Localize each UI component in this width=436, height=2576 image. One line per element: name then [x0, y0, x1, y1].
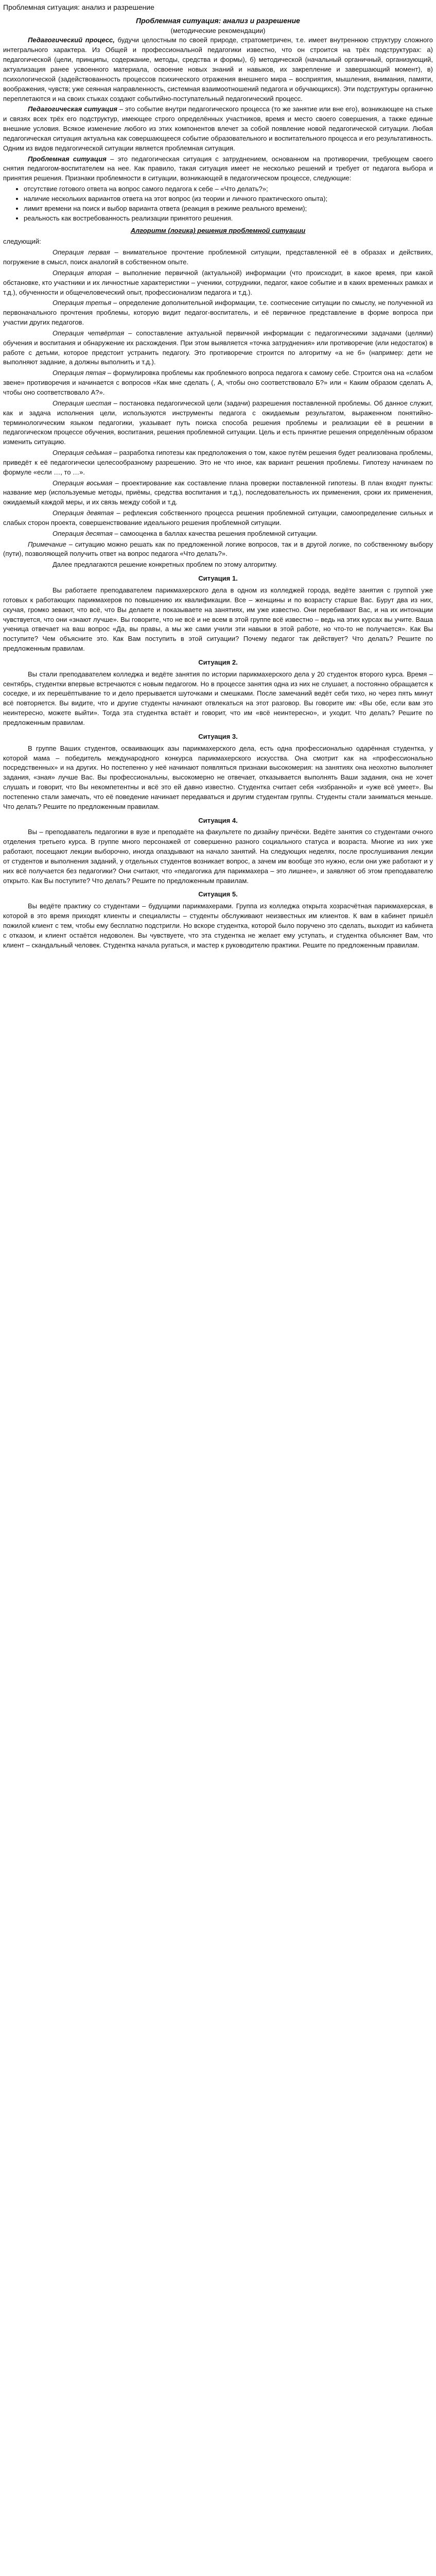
intro-paragraph-3: Проблемная ситуация – это педагогическая ситуация с затруднением, основанном на противоречии, требующем своего снятия педагогом-воспитателем на нее. Как правило, такая ситуация имеет не несколько решений и требует от педагога выбора и принятия решения. Признаки проблемности в ситуации, возникающей в педагогическом процессе, следующие: [3, 155, 433, 182]
situation-3-text: В группе Ваших студентов, осваивающих азы парикмахерского дела, есть одна профессионально одарённая студентка, у которой мама – победитель международного конкурса парикмахерского искусства. Она смотрит как на «профессионально посредственных» и на других. Но постепенно у неё начинают появляться признаки высокомерия: на занятиях она неохотно выполняет задания, «зная» лучше Вас. Вы профессиональны, высокомерно не отвечает, отказывается выполнять Ваши задания, она не хочет слушать и говорит, что Вы некомпетентны и всё это ей давно известно. Студентка считает себя «избранной» и «уже всё умеет». Вы постепенно стали замечать, что её поведение начинает передаваться и другим студентам группы. Студенты стали заниматься меньше. Что делать? Решите по предложенным правилам. [3, 744, 433, 810]
algorithm-title: Алгоритм (логика) решения проблемной ситуации [130, 227, 306, 235]
operation-3: Операция третья – определение дополнительной информации, т.е. соотнесение ситуации по смыслу, не полученной из первоначального прочтения проблемы, которую видит педагог-воспитатель, и её первичное представление в форме вопроса при участии других педагогов. [3, 299, 433, 327]
situation-2-text: Вы стали преподавателем колледжа и ведёте занятия по истории парикмахерского дела у 20 студенток второго курса. Время – сентябрь, студентки впервые встречаются с новым педагогом. Но в процессе занятия одна из них не слушает, а постоянно обращается к соседке, и их перешёптывание то и дело прерывается шуточками и смешками. После замечаний ведёт себя тихо, но через пять минут всё повторяется. Вы видите, что и другие студенты начинают отвлекаться на этот разговор. Вы говорите им: «Вы обе, если вам это неинтересно, можете выйти». Тогда эта студентка встаёт и говорит, что им «всё неинтересно», и уходит. Что делать? Решите по предложенным правилам. [3, 670, 433, 726]
situation-3-title: Ситуация 3. [198, 732, 238, 740]
signs-list [3, 184, 433, 223]
operation-6: Операция шестая – постановка педагогической цели (задачи) разрешения поставленной проблемы. Об данное служит, как и задача исполнения цели, используются инструменты педагога с ожидаемым результатом, выраженном понятийно-терминологическим языком педагогики, указывает путь поиска способа решения проблемы и реализации её в решении в педагогическом процессе обучения, воспитания, решения проблемной ситуации. Цель и есть принятие решения определённым образом изменить ситуацию. [3, 399, 433, 446]
operation-10: Операция десятая – самооценка в баллах качества решения проблемной ситуации. [53, 529, 318, 537]
term-pedagogical-situation: Педагогическая ситуация [28, 105, 117, 113]
list-item: • наличие нескольких вариантов ответа на этот вопрос (из теории и личного практического опыта); [24, 194, 433, 204]
term-problem-situation: Проблемная ситуация [28, 155, 107, 163]
situation-4-title: Ситуация 4. [198, 816, 238, 824]
situation-5-text: Вы ведёте практику со студентами – будущими парикмахерами. Группа из колледжа открыта хозрасчётная парикмахерская, в которой в это время приходят клиенты и специалисты – студенты обслуживают неизвестных им клиентов. К вам в кабинет пришёл пожилой клиент с тем, чтобы ему бесплатно подстригли. Но вскоре студентка, которой было поручено это сделать, выходит из кабинета с отказом, и клиент остаётся недоволен. Вы чувствуете, что эта студентка не желает ему уступать, и студентка объясняет Вам, что клиент – скандальный человек. Студентка начала ругаться, и мастер к руководителю практики. Решите по предложенным правилам. [3, 902, 433, 949]
list-item: • отсутствие готового ответа на вопрос самого педагога к себе – «Что делать?»; [24, 184, 433, 194]
situation-1-text: Вы работаете преподавателем парикмахерского дела в одном из колледжей города, ведёте занятия с группой уже готовых к работающих парикмахеров по повышению их квалификации. Все – женщины и по возрасту старше Вас. Бурут два из них, скучая, громко зевают, что всё, что Вы делаете и показываете на занятиях, им уже известно. Они перебивают Вас, и на их интонации чувствуется, что они «знают лучше». Вы говорите, что не всё и не всем в этой группе всё известно – ведь на этих курсах вы учите. Ваша ученица отвечает на ваш вопрос «Да, вы правы, а мы же сами учили эти навыки в этой работе, но что-то не получается». Как Вы поступите? Чем объясните это. Как Вам поступить в этой ситуации? Почему педагог так действует? Что делать? Решите по предложенным правилам. [3, 586, 433, 653]
document-title: Проблемная ситуация: анализ и разрешение [136, 16, 300, 25]
document [0, 0, 436, 951]
situation-4-text: Вы – преподаватель педагогики в вузе и преподаёте на факультете по дизайну причёски. Ведёте занятия со студентами очного отделения третьего курса. В группе много персонажей от совершенно разного социального статуса и возраста. Многие из них уже работают, посещают лекции выборочно, иногда опаздывают на начало занятий. На следующих неделях, после прослушивания лекции от студентов и выполнения заданий, у отдельных студентов возникает вопрос, а зачем им вообще это нужно, если они уже работают и у них всё получается без педагогики? Они считают, что «педагогика для парикмахера – это лишнее», и заявляют об этом преподавателю открыто. Как Вы поступите? Что делать? Решите по предложенным правилам. [3, 828, 433, 885]
term-pedagogical-process: Педагогический процесс, [28, 36, 115, 44]
list-item: • реальность как востребованность реализации принятого решения. [24, 214, 433, 224]
algorithm-note: Примечание – ситуацию можно решать как по предложенной логике вопросов, так и в другой логике, по собственному выбору (пути), позволяющей получить ответ на вопрос педагога «Что делать?». [3, 540, 433, 558]
operation-8: Операция восьмая – проектирование как составление плана проверки поставленной гипотезы. В план входят пункты: название мер (используемые методы, приёмы, средства воспитания и т.д.), последовательность их применения, сроки их применения, ожидаемый каждой меры, и их связь между собой и т.д. [3, 479, 433, 506]
operation-4: Операция четвёртая – сопоставление актуальной первичной информации с педагогическими задачами (целями) обучения и воспитания и обнаружение их расхождения. При этом выявляется «точка затруднения» или противоречие (или недостаток) в работе с детьми, которое предстоит устранить педагогу. Это противоречие строится по алгоритму «а не б» (например: дети не выполняют задание, а должны выполнить и т.д.). [3, 329, 433, 366]
situation-5-title: Ситуация 5. [198, 890, 238, 899]
algorithm-after: следующий: [3, 238, 41, 246]
document-subtitle: (методические рекомендации) [170, 26, 266, 35]
operation-2: Операция вторая – выполнение первичной (актуальной) информации (что происходит, в какое время, при какой обстановке, кто участники и их личностные характеристики – ученики, сотрудники, педагог, какое событие и в каких временных рамках и т.д.), обученности и общечеловеческий опыт, профессионализм педагога и т.д.). [3, 268, 433, 296]
list-item: • лимит времени на поиск и выбор варианта ответа (реакция в режиме реального времени); [24, 204, 433, 214]
intro-paragraph-1: Педагогический процесс, будучи целостным по своей природе, стратометричен, т.е. имеет внутреннюю структуру сложного интегрального характера. Из Общей и профессиональной педагогики известно, что он строится на трёх подструктурах: а) педагогической (цели, принципы, содержание, методы, средства и формы), б) методической (начальный органичный, организующий, актуализация ранее усвоенного материала, освоение новых знаний и навыков, их закрепление и завершающий момент), в) психологической (задействованность процессов психического отражения внешнего мира – восприятия, мышления, внимания, памяти, воображения, чувств; уже сеянная направленность, системная взаимоотношений педагога и обучающихся). Эти подструктуры органично переплетаются и на своих стыках создают событийно-поступательный педагогический процесс. [3, 36, 433, 103]
document-header: Проблемная ситуация: анализ и разрешение [3, 3, 154, 11]
operation-5: Операция пятая – формулировка проблемы как проблемного вопроса педагога к самому себе. Строится она на «слабом звене» противоречия и начинается с вопросов «Как мне сделать (, А, чтобы оно соответствовало Б?» или « Каким образом сделать А, чтобы оно соответствовало А?». [3, 369, 433, 396]
operation-7: Операция седьмая – разработка гипотезы как предположения о том, какое путём решения будет реализована проблемы, приведёт к её педагогически целесообразному разрешению. Это не что иное, как вариант решения проблемы. Гипотезу начинаем по формуле «если …, то …». [3, 449, 433, 476]
operation-9: Операция девятая – рефлексия собственного процесса решения проблемной ситуации, самоопределение сильных и слабых сторон проекта, совершенствование идеального решения проблемной ситуации. [3, 509, 433, 527]
situation-2-title: Ситуация 2. [198, 658, 238, 666]
algorithm-offer: Далее предлагаются решение конкретных проблем по этому алгоритму. [53, 561, 277, 569]
situation-1-title: Ситуация 1. [198, 574, 238, 583]
intro-paragraph-2: Педагогическая ситуация – это событие внутри педагогического процесса (то же занятие или вне его), возникающее на стыке и связях всех трёх его подструктур, имеющее строго определённых участников, время и место своего совершения, а также единые внешние условия. Всякое изменение любого из этих компонентов влечет за собой появление новой педагогической ситуации. Любая педагогическая ситуация актуальна как совершающееся событие образовательного и воспитательного процесса и его результативность. Одним из видов педагогической ситуации является проблемная ситуация. [3, 105, 433, 152]
operation-1: Операция первая – внимательное прочтение проблемной ситуации, представленной её в образах и действиях, погружение в смысл, поиск аналогий в собственном опыте. [3, 248, 433, 266]
